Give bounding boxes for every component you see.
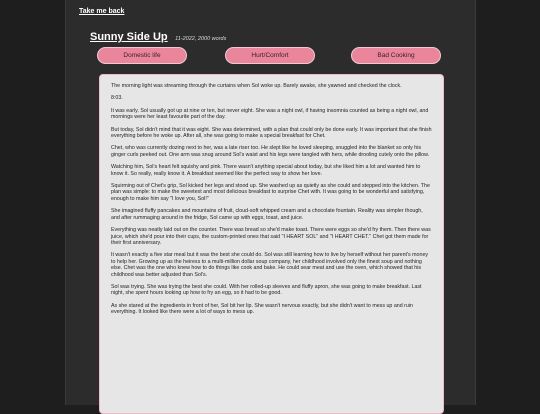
story-body <box>99 74 444 414</box>
story-paragraph: But today, Sol didn't mind that it was eight. She was determined, with a plan that could only be done early. It was important that she finish everything before he woke up. After all, she was going to make a special breakfast for Chet. <box>111 126 432 140</box>
tag-domestic-life[interactable]: Domestic life <box>97 47 187 64</box>
back-link[interactable]: Take me back <box>79 8 125 15</box>
story-paragraph: 8:03. <box>111 95 123 102</box>
story-paragraph: Watching him, Sol's heart felt squishy and pink. There wasn't anything special about today, but she liked him a lot and wanted him to know it. So really, really know it. A breakfast seemed like the perfect way to show her love. <box>111 164 421 177</box>
story-paragraph: Squirming out of Chet's grip, Sol kicked her legs and stood up. She washed up as quietly as she could and stepped into the kitchen. The plan was simple: to make the sweetest and most delicious breakfast to surprise Chet with. It was going to be wonderful and satisfying, enough to make him say "I love you, Sol!" <box>111 183 430 202</box>
story-paragraph: Sol was trying. She was trying the best she could. With her rolled-up sleeves and fluffy apron, she was going to make breakfast. Last night, she spent hours looking up how to fry an egg, so it had to be good. <box>111 283 422 297</box>
story-paragraph: It was early. Sol usually got up at nine or ten, but never eight. She was a night owl, if having insomnia counted as being a night owl, and mornings were her least favourite part of the day. <box>111 107 429 121</box>
story-paragraph: The morning light was streaming through the curtains when Sol woke up. Barely awake, she yawned and checked the clock. <box>111 83 402 89</box>
story-meta: 11-2022, 2000 words <box>175 36 227 42</box>
story-paragraph: Chet, who was currently dozing next to her, was a late riser too. He slept like he loved sleeping, snuggled into the blanket so only his ginger curls peeked out. One arm was snug around Sol's waist and his legs were tangled with hers, while drooling cutely onto the pillow. <box>111 145 430 158</box>
tag-hurt-comfort[interactable]: Hurt/Comfort <box>225 47 315 64</box>
story-paragraph: As she stared at the ingredients in front of her, Sol bit her lip. She wasn't nervous exactly, but she didn't want to mess up and ruin everything. It looked like there were a lot of ways to mess up. <box>111 302 413 316</box>
story-title[interactable]: Sunny Side Up <box>90 31 168 43</box>
page-column <box>65 0 476 405</box>
story-paragraph: She imagined fluffy pancakes and mountains of fruit, cloud-soft whipped cream and a chocolate fountain. Reality was simpler though, and after rummaging around in the fridge, Sol came up with eggs, toast, and juice. <box>111 208 423 221</box>
tag-bad-cooking[interactable]: Bad Cooking <box>351 47 441 64</box>
story-paragraph: It wasn't exactly a five star meal but it was the best she could do. Sol was still learning how to live by herself without her parent's money to help her. Growing up as the heiress to a multi-million dollar soup company, her childhood involved only the finest soup and nothing else. Chet was the one who knew how to do things like cook and bake. He could sear meat and use the oven, which showed that his childhood was better adjusted than Sol's. <box>111 252 429 278</box>
story-paragraph: Everything was neatly laid out on the counter. There was bread so she'd make toast. There were eggs so she'd fry them. Then there was juice, which she'd pour into their cups, the custom-printed ones that said "I HEART SOL" and "I HEART CHET." Chet got them made for their first anniversary. <box>111 227 431 246</box>
title-row <box>90 27 226 45</box>
